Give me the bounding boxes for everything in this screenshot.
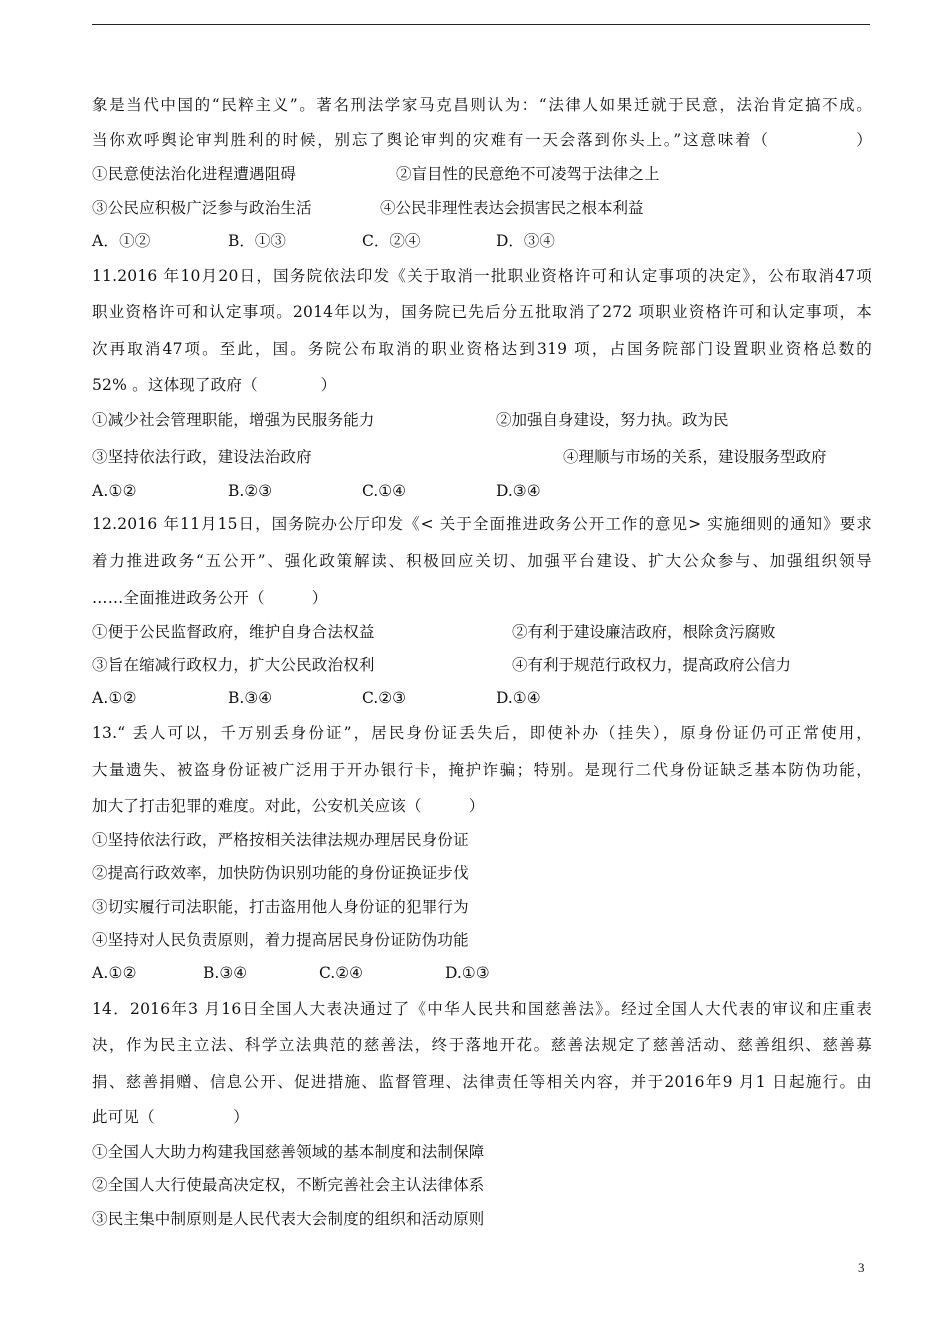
q12-stem-line-2: 着力推进政务“五公开”、强化政策解读、积极回应关切、加强平台建设、扩大公众参与、加强组织领导 bbox=[92, 552, 872, 570]
q11-stem-line-1: 11.2016 年10月20日，国务院依法印发《关于取消一批职业资格许可和认定事项的决定》，公布取消47项 bbox=[92, 267, 872, 285]
q10-option-4: ④公民非理性表达会损害民之根本利益 bbox=[380, 199, 644, 217]
q14-option-1: ①全国人大助力构建我国慈善领域的基本制度和法制保障 bbox=[92, 1143, 485, 1161]
q12-option-1: ①便于公民监督政府，维护自身合法权益 bbox=[92, 623, 375, 641]
q10-answer-d: D．③④ bbox=[496, 232, 555, 250]
q13-stem-line-3: 加大了打击犯罪的难度。对此，公安机关应该（ ） bbox=[92, 797, 485, 815]
q11-stem-line-3: 次再取消47项。至此，国。务院公布取消的职业资格达到319 项，占国务院部门设置职业资格总数的 bbox=[92, 340, 872, 358]
q12-option-4: ④有利于规范行政权力，提高政府公信力 bbox=[512, 656, 792, 674]
q13-option-1: ①坚持依法行政，严格按相关法律法规办理居民身份证 bbox=[92, 831, 469, 849]
q10-answer-b: B．①③ bbox=[228, 232, 286, 250]
q11-option-1: ①减少社会管理职能，增强为民服务能力 bbox=[92, 411, 375, 429]
q13-stem-line-1: 13.“ 丢人可以，千万别丢身份证”，居民身份证丢失后，即使补办（挂失），原身份证仍可正常使用， bbox=[92, 724, 872, 742]
q11-answer-d: D.③④ bbox=[496, 482, 541, 500]
q10-option-1: ①民意使法治化进程遭遇阻碍 bbox=[92, 165, 297, 183]
q13-answer-c: C.②④ bbox=[319, 964, 364, 982]
q11-stem-line-2: 职业资格许可和认定事项。2014年以为，国务院已先后分五批取消了272 项职业资格许可和认定事项，本 bbox=[92, 303, 872, 321]
q12-option-3: ③旨在缩减行政权力，扩大公民政治权利 bbox=[92, 656, 375, 674]
q12-answer-a: A.①② bbox=[92, 689, 137, 707]
page-number: 3 bbox=[858, 1260, 865, 1275]
q10-stem-line-2: 当你欢呼舆论审判胜利的时候，别忘了舆论审判的灾难有一天会落到你头上。”这意味着（ ） bbox=[92, 131, 872, 149]
q10-option-3: ③公民应积极广泛参与政治生活 bbox=[92, 199, 312, 217]
q13-answer-a: A.①② bbox=[92, 964, 137, 982]
q13-option-2: ②提高行政效率，加快防伪识别功能的身份证换证步伐 bbox=[92, 864, 469, 882]
q12-answer-d: D.①④ bbox=[496, 689, 541, 707]
q14-stem-line-1: 14．2016年3 月16日全国人大表决通过了《中华人民共和国慈善法》。经过全国人大代表的审议和庄重表 bbox=[92, 1000, 872, 1018]
q11-answer-a: A.①② bbox=[92, 482, 137, 500]
q13-answer-b: B.③④ bbox=[203, 964, 248, 982]
q12-stem-line-3: ……全面推进政务公开（ ） bbox=[92, 589, 328, 607]
q11-stem-line-4: 52% 。这体现了政府（ ） bbox=[92, 376, 337, 394]
q14-stem-line-3: 捐、慈善捐赠、信息公开、促进措施、监督管理、法律责任等相关内容，并于2016年9 月1 日起施行。由 bbox=[92, 1073, 872, 1091]
q10-stem-line-1: 象是当代中国的“民粹主义”。著名刑法学家马克昌则认为：“法律人如果迁就于民意，法治肯定搞不成。 bbox=[92, 96, 872, 114]
q13-stem-line-2: 大量遗失、被盗身份证被广泛用于开办银行卡，掩护诈骗；特别。是现行二代身份证缺乏基本防伪功能， bbox=[92, 761, 872, 779]
q13-answer-d: D.①③ bbox=[445, 964, 490, 982]
q11-answer-c: C.①④ bbox=[362, 482, 407, 500]
header-rule bbox=[92, 24, 870, 25]
q12-answer-b: B.③④ bbox=[228, 689, 273, 707]
q11-option-3: ③坚持依法行政，建设法治政府 bbox=[92, 448, 312, 466]
q12-option-2: ②有利于建设廉洁政府，根除贪污腐败 bbox=[512, 623, 776, 641]
q12-stem-line-1: 12.2016 年11月15日，国务院办公厅印发《< 关于全面推进政务公开工作的意见> 实施细则的通知》要求 bbox=[92, 515, 872, 533]
q11-option-2: ②加强自身建设，努力执。政为民 bbox=[496, 411, 729, 429]
q14-stem-line-2: 决，作为民主立法、科学立法典范的慈善法，终于落地开花。慈善法规定了慈善活动、慈善组织、慈善募 bbox=[92, 1036, 872, 1054]
q14-option-2: ②全国人大行使最高决定权，不断完善社会主认法律体系 bbox=[92, 1176, 485, 1194]
q10-answer-c: C．②④ bbox=[362, 232, 421, 250]
q12-answer-c: C.②③ bbox=[362, 689, 407, 707]
q10-option-2: ②盲目性的民意绝不可凌驾于法律之上 bbox=[396, 165, 660, 183]
q14-option-3: ③民主集中制原则是人民代表大会制度的组织和活动原则 bbox=[92, 1210, 485, 1228]
q13-option-3: ③切实履行司法职能，打击盗用他人身份证的犯罪行为 bbox=[92, 898, 469, 916]
q10-answer-a: A．①② bbox=[92, 232, 151, 250]
q13-option-4: ④坚持对人民负责原则，着力提高居民身份证防伪功能 bbox=[92, 931, 469, 949]
q14-stem-line-4: 此可见（ ） bbox=[92, 1108, 250, 1126]
q11-answer-b: B.②③ bbox=[228, 482, 273, 500]
q11-option-4: ④理顺与市场的关系，建设服务型政府 bbox=[563, 448, 827, 466]
